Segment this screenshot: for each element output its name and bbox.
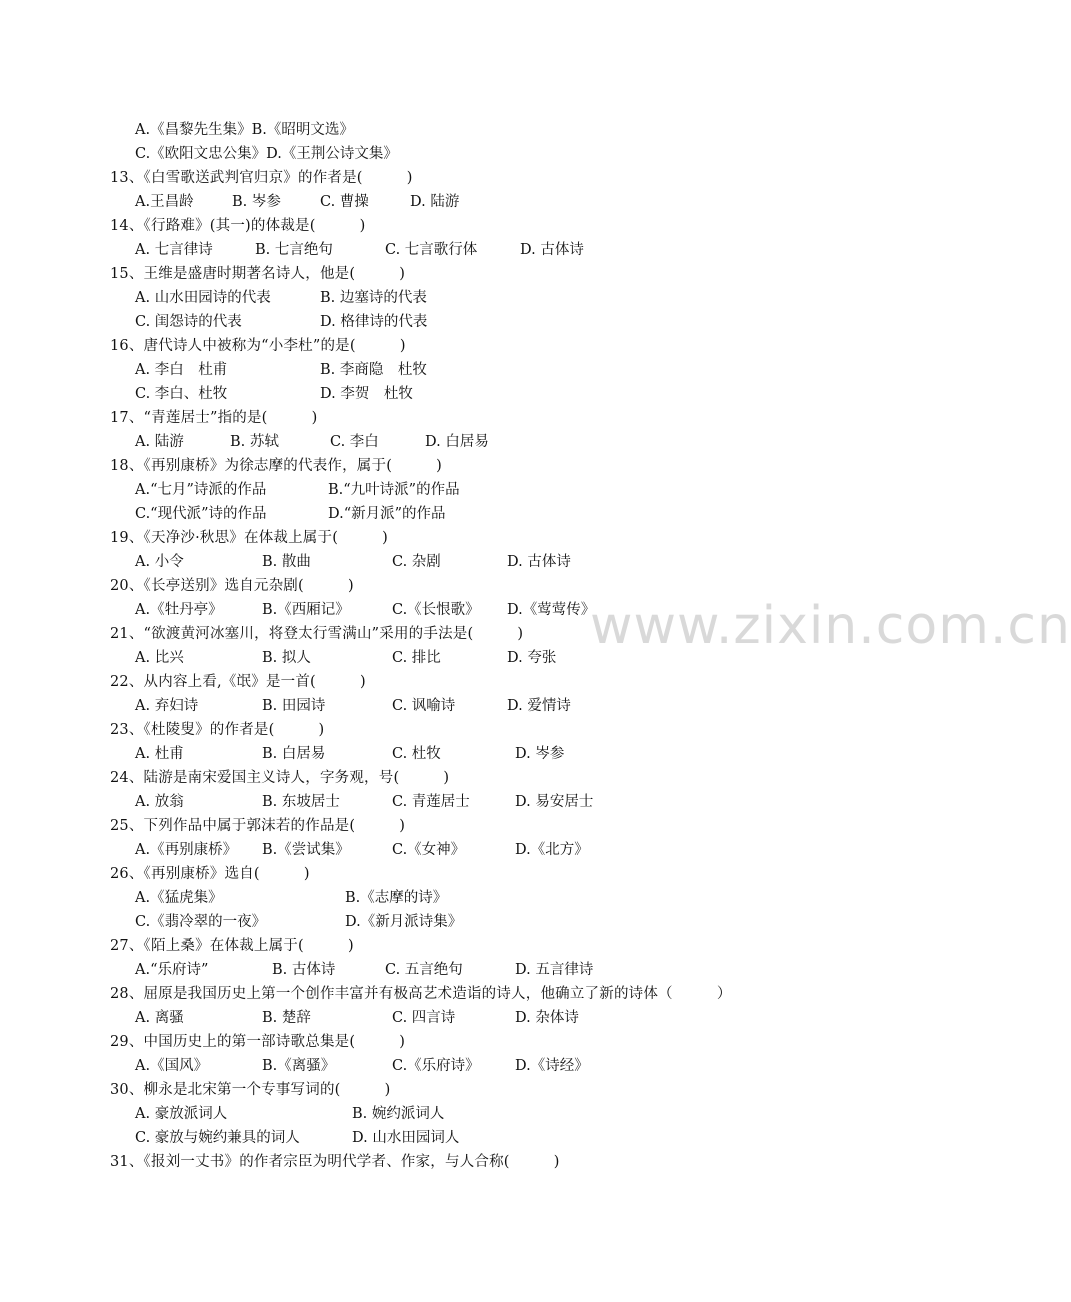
answer-option: C.《乐府诗》 [392,1058,480,1074]
question-text: 17、“青莲居士”指的是( ) [110,410,318,426]
question-text: 16、唐代诗人中被称为“小李杜”的是( ) [110,338,406,354]
answer-option: B.“九叶诗派”的作品 [328,482,460,498]
answer-option: C. 青莲居士 [392,794,470,810]
answer-option: B.《志摩的诗》 [345,890,448,906]
answer-option: A.《牡丹亭》 [135,602,223,618]
answer-option: C. 杜牧 [392,746,441,762]
answer-option: D. 山水田园词人 [352,1130,460,1146]
answer-option: A.“乐府诗” [135,962,209,978]
answer-option: C.“现代派”诗的作品 [135,506,267,522]
answer-option: D.《莺莺传》 [507,602,596,618]
answer-option: D. 杂体诗 [515,1010,579,1026]
answer-option: A. 离骚 [135,1010,184,1026]
answer-option: A.“七月”诗派的作品 [135,482,267,498]
answer-option: D. 岑参 [515,746,565,762]
answer-option: A. 豪放派词人 [135,1106,228,1122]
answer-option: C. 七言歌行体 [385,242,478,258]
answer-option: B. 散曲 [262,554,311,570]
answer-option: D. 五言律诗 [515,962,594,978]
answer-option: B. 苏轼 [230,434,279,450]
answer-option: B. 边塞诗的代表 [320,290,427,306]
answer-option: A. 小令 [135,554,184,570]
question-text: 14、《行路难》(其一)的体裁是( ) [110,218,366,234]
answer-option: D. 李贺 杜牧 [320,386,413,402]
answer-option: A.《昌黎先生集》B.《昭明文选》 [135,122,354,138]
question-text: 23、《杜陵叟》的作者是( ) [110,722,325,738]
answer-option: C. 闺怨诗的代表 [135,314,242,330]
answer-option: B. 岑参 [232,194,281,210]
answer-option: A. 比兴 [135,650,184,666]
answer-option: D.《北方》 [515,842,589,858]
answer-option: A. 杜甫 [135,746,184,762]
answer-option: B. 拟人 [262,650,311,666]
answer-option: C.《翡冷翠的一夜》 [135,914,267,930]
answer-option: B. 白居易 [262,746,326,762]
answer-option: D. 白居易 [425,434,489,450]
answer-option: B.《尝试集》 [262,842,350,858]
answer-option: C. 讽喻诗 [392,698,456,714]
question-text: 19、《天净沙·秋思》在体裁上属于( ) [110,530,389,546]
answer-option: C. 五言绝句 [385,962,463,978]
answer-option: C.《长恨歌》 [392,602,480,618]
watermark: www.zixin.com.cn [590,596,1071,656]
question-text: 13、《白雪歌送武判官归京》的作者是( ) [110,170,413,186]
answer-option: B. 婉约派词人 [352,1106,445,1122]
answer-option: C. 排比 [392,650,441,666]
answer-option: D. 古体诗 [520,242,584,258]
answer-option: D. 格律诗的代表 [320,314,428,330]
answer-option: C. 杂剧 [392,554,441,570]
answer-option: C. 曹操 [320,194,369,210]
answer-option: D. 爱情诗 [507,698,571,714]
question-text: 20、《长亭送别》选自元杂剧( ) [110,578,354,594]
answer-option: D. 易安居士 [515,794,594,810]
answer-option: C.《女神》 [392,842,466,858]
answer-option: B. 古体诗 [272,962,336,978]
answer-option: B. 东坡居士 [262,794,340,810]
answer-option: D.《新月派诗集》 [345,914,463,930]
answer-option: D.《诗经》 [515,1058,589,1074]
answer-option: C. 豪放与婉约兼具的词人 [135,1130,300,1146]
question-text: 26、《再别康桥》选自( ) [110,866,310,882]
question-text: 27、《陌上桑》在体裁上属于( ) [110,938,354,954]
answer-option: B. 七言绝句 [255,242,333,258]
question-text: 25、下列作品中属于郭沫若的作品是( ) [110,818,406,834]
answer-option: D.“新月派”的作品 [328,506,446,522]
answer-option: A. 陆游 [135,434,184,450]
answer-option: A. 山水田园诗的代表 [135,290,271,306]
question-text: 29、中国历史上的第一部诗歌总集是( ) [110,1034,406,1050]
answer-option: A.《国风》 [135,1058,209,1074]
answer-option: B. 楚辞 [262,1010,311,1026]
question-text: 30、柳永是北宋第一个专事写词的( ) [110,1082,391,1098]
question-text: 24、陆游是南宋爱国主义诗人，字务观，号( ) [110,770,450,786]
question-text: 31、《报刘一丈书》的作者宗臣为明代学者、作家，与人合称( ) [110,1154,560,1170]
answer-option: A. 七言律诗 [135,242,213,258]
answer-option: C. 李白 [330,434,379,450]
answer-option: A. 李白 杜甫 [135,362,228,378]
answer-option: C.《欧阳文忠公集》D.《王荆公诗文集》 [135,146,398,162]
answer-option: A.王昌龄 [135,194,194,210]
question-text: 21、“欲渡黄河冰塞川，将登太行雪满山”采用的手法是( ) [110,626,524,642]
answer-option: B.《离骚》 [262,1058,336,1074]
answer-option: D. 古体诗 [507,554,571,570]
answer-option: A.《猛虎集》 [135,890,223,906]
answer-option: C. 四言诗 [392,1010,456,1026]
answer-option: A. 放翁 [135,794,184,810]
answer-option: D. 夸张 [507,650,557,666]
answer-option: A. 弃妇诗 [135,698,199,714]
question-text: 22、从内容上看,《氓》是一首( ) [110,674,366,690]
answer-option: C. 李白、杜牧 [135,386,228,402]
answer-option: B. 李商隐 杜牧 [320,362,427,378]
question-text: 18、《再别康桥》为徐志摩的代表作，属于( ) [110,458,443,474]
question-text: 15、王维是盛唐时期著名诗人，他是( ) [110,266,406,282]
answer-option: D. 陆游 [410,194,460,210]
question-text: 28、屈原是我国历史上第一个创作丰富并有极高艺术造诣的诗人，他确立了新的诗体（ ） [110,986,732,1002]
answer-option: B. 田园诗 [262,698,326,714]
answer-option: B.《西厢记》 [262,602,350,618]
answer-option: A.《再别康桥》 [135,842,238,858]
